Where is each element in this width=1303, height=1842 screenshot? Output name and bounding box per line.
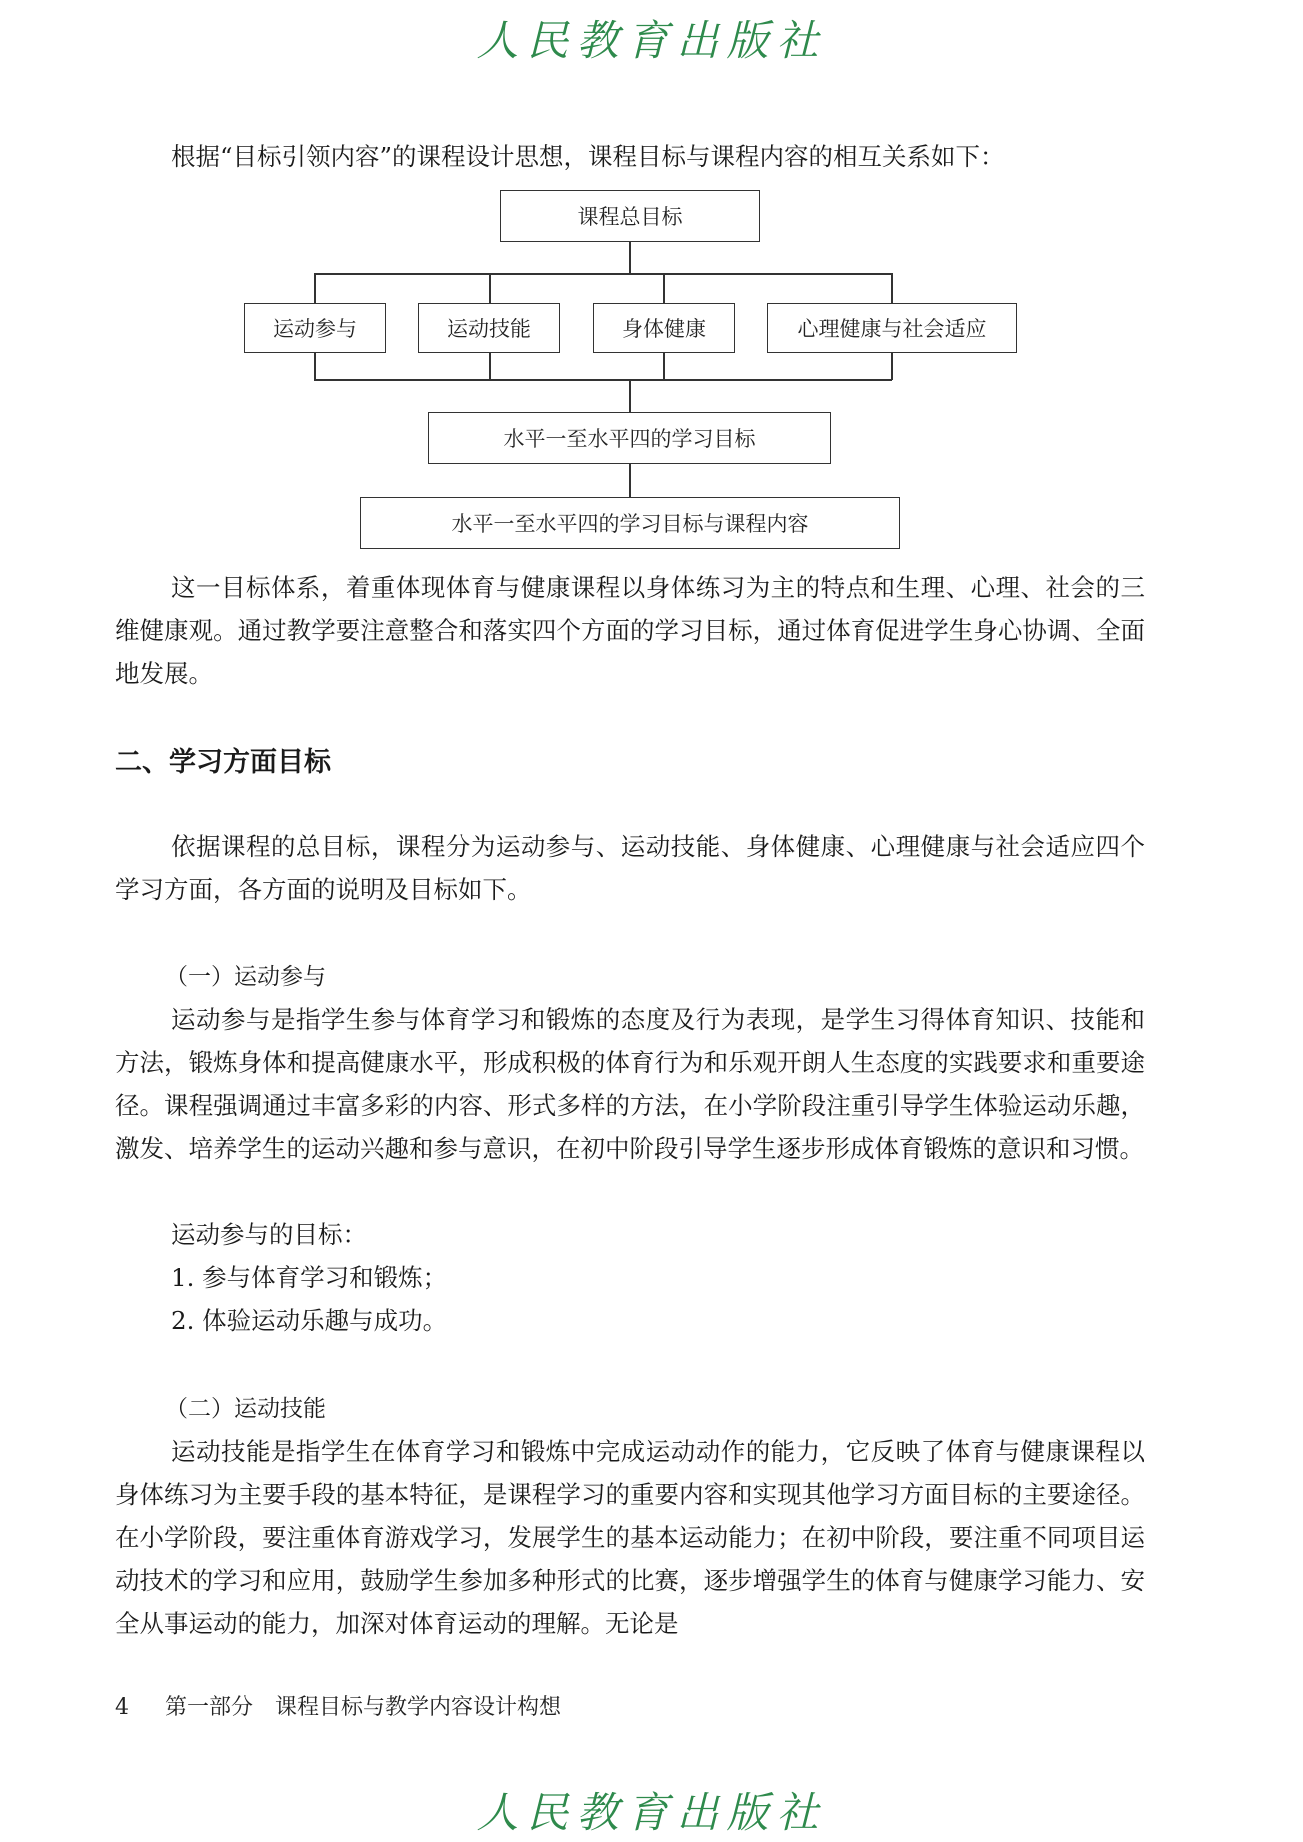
diagram-box-overall-goal: 课程总目标	[500, 190, 760, 242]
paragraph-learning-areas: 依据课程的总目标，课程分为运动参与、运动技能、身体健康、心理健康与社会适应四个学习方面，各方面的说明及目标如下。	[115, 832, 1145, 904]
diagram-connector	[314, 379, 892, 381]
diagram-box-area: 心理健康与社会适应	[767, 303, 1017, 353]
subsection-title-participation: （一）运动参与	[165, 964, 326, 990]
goal-item: 1. 参与体育学习和锻炼；	[171, 1263, 448, 1292]
participation-goals	[115, 1213, 1145, 1342]
goal-content-diagram	[0, 0, 1303, 560]
publisher-logo-top: 人民教育出版社	[476, 16, 827, 65]
diagram-box-area: 运动技能	[418, 303, 560, 353]
subsection-title-skills: （二）运动技能	[165, 1396, 326, 1422]
publisher-logo-bottom: 人民教育出版社	[476, 1788, 827, 1837]
footer-chapter-title: 第一部分 课程目标与教学内容设计构想	[165, 1695, 562, 1720]
diagram-connector	[629, 242, 631, 274]
goal-label: 运动参与的目标：	[171, 1220, 367, 1249]
diagram-connector	[314, 353, 316, 380]
paragraph-skills: 运动技能是指学生在体育学习和锻炼中完成运动动作的能力，它反映了体育与健康课程以身体练习为主要手段的基本特征，是课程学习的重要内容和实现其他学习方面目标的主要途径。在小学阶段，要注重体育游戏学习，发展学生的基本运动能力；在初中阶段，要注重不同项目运动技术的学习和应用，鼓励学生参加多种形式的比赛，逐步增强学生的体育与健康学习能力、安全从事运动的能力，加深对体育运动的理解。无论是	[115, 1437, 1145, 1638]
paragraph-goal-system: 这一目标体系，着重体现体育与健康课程以身体练习为主的特点和生理、心理、社会的三维健康观。通过教学要注意整合和落实四个方面的学习目标，通过体育促进学生身心协调、全面地发展。	[115, 573, 1145, 688]
diagram-connector	[629, 464, 631, 497]
paragraph-participation: 运动参与是指学生参与体育学习和锻炼的态度及行为表现，是学生习得体育知识、技能和方法，锻炼身体和提高健康水平，形成积极的体育行为和乐观开朗人生态度的实践要求和重要途径。课程强调通过丰富多彩的内容、形式多样的方法，在小学阶段注重引导学生体验运动乐趣，激发、培养学生的运动兴趣和参与意识，在初中阶段引导学生逐步形成体育锻炼的意识和习惯。	[115, 1005, 1145, 1163]
diagram-connector	[314, 273, 316, 303]
diagram-connector	[489, 353, 491, 380]
diagram-connector	[663, 273, 665, 303]
section-heading: 二、学习方面目标	[115, 747, 331, 778]
diagram-connector	[314, 273, 892, 275]
diagram-box-area: 身体健康	[593, 303, 735, 353]
diagram-connector	[663, 353, 665, 380]
intro-paragraph: 根据“目标引领内容”的课程设计思想，课程目标与课程内容的相互关系如下：	[171, 142, 1005, 171]
diagram-connector	[489, 273, 491, 303]
diagram-box-area: 运动参与	[244, 303, 386, 353]
page-footer	[115, 1690, 561, 1721]
goal-item: 2. 体验运动乐趣与成功。	[171, 1306, 448, 1335]
diagram-box-level-goals: 水平一至水平四的学习目标	[428, 412, 831, 464]
diagram-connector	[629, 379, 631, 412]
diagram-connector	[891, 353, 893, 380]
diagram-connector	[891, 273, 893, 303]
diagram-box-level-goals-content: 水平一至水平四的学习目标与课程内容	[360, 497, 900, 549]
page-number: 4	[115, 1695, 129, 1720]
